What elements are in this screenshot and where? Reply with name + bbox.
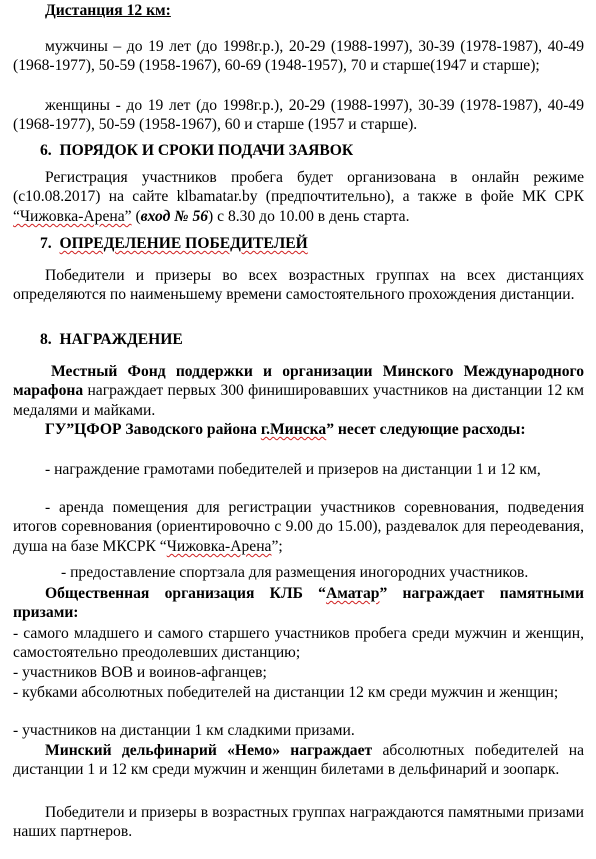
section-8-heading: 8. НАГРАЖДЕНИЕ xyxy=(40,331,183,348)
expense-item-2: - аренда помещения для регистрации участников соревнования, подведения итогов соревнования (ориентировочно с 9.00 до 15.00), раздевалок для переодевания, душа на базе МКСРК “Чижовка-Арена”; xyxy=(13,499,584,555)
expense-item-3: - предоставление спортзала для размещения иногородних участников. xyxy=(61,564,529,581)
section-7-heading: 7. ОПРЕДЕЛЕНИЕ ПОБЕДИТЕЛЕЙ xyxy=(40,235,308,252)
expense-item-1: - награждение грамотами победителей и призеров на дистанции 1 и 12 км, xyxy=(45,461,541,478)
women-age-groups: женщины - до 19 лет (до 1998г.р.), 20-29 (1988-1997), 30-39 (1978-1987), 40-49 (1968-1977), 50-59 (1958-1967), 60 и старше (1957 и старше). xyxy=(13,97,584,134)
prize-item-1: - самого младшего и самого старшего участников пробега среди мужчин и женщин, самостоятельно преодолевших дистанцию; xyxy=(13,625,584,662)
nemo-award-text: Минский дельфинарий «Немо» награждает абсолютных победителей на дистанции 1 и 12 км среди мужчин и женщин билетами в дельфинарий и зоопарк. xyxy=(13,742,584,779)
section-6-heading: 6. ПОРЯДОК И СРОКИ ПОДАЧИ ЗАЯВОК xyxy=(40,142,354,159)
klb-award-heading: Общественная организация КЛБ “Аматар” награждает памятными призами: xyxy=(13,585,585,622)
section-6-text: Регистрация участников пробега будет организована в онлайн режиме (с10.08.2017) на сайте klbamatar.by (предпочтительно), а также в фойе МК СРК “Чижовка-Арена” (вход № 56) с 8.30 до 10.00 в день старта. xyxy=(13,169,584,225)
cfor-expenses-heading: ГУ”ЦФОР Заводского района г.Минска” несет следующие расходы: xyxy=(45,421,526,438)
men-age-groups: мужчины – до 19 лет (до 1998г.р.), 20-29 (1988-1997), 30-39 (1978-1987), 40-49 (1968-1977), 50-59 (1958-1967), 60-69 (1948-1957), 70 и старше(1947 и старше); xyxy=(13,38,584,75)
distance-12km-heading: Дистанция 12 км: xyxy=(45,2,171,19)
prize-item-3: - кубками абсолютных победителей на дистанции 12 км среди мужчин и женщин; xyxy=(13,684,559,701)
partners-award-text: Победители и призеры в возрастных группах награждаются памятными призами наших партнеров. xyxy=(13,804,584,841)
fund-award-text: Местный Фонд поддержки и организации Минского Международного марафона награждает первых 300 финишировавших участников на дистанции 12 км медалями и майками. xyxy=(13,363,584,419)
prize-item-4: - участников на дистанции 1 км сладкими призами. xyxy=(13,722,355,739)
prize-item-2: - участников ВОВ и воинов-афганцев; xyxy=(13,664,267,681)
section-7-text: Победители и призеры во всех возрастных группах на всех дистанциях определяются по наименьшему времени самостоятельного прохождения дистанции. xyxy=(13,267,584,304)
